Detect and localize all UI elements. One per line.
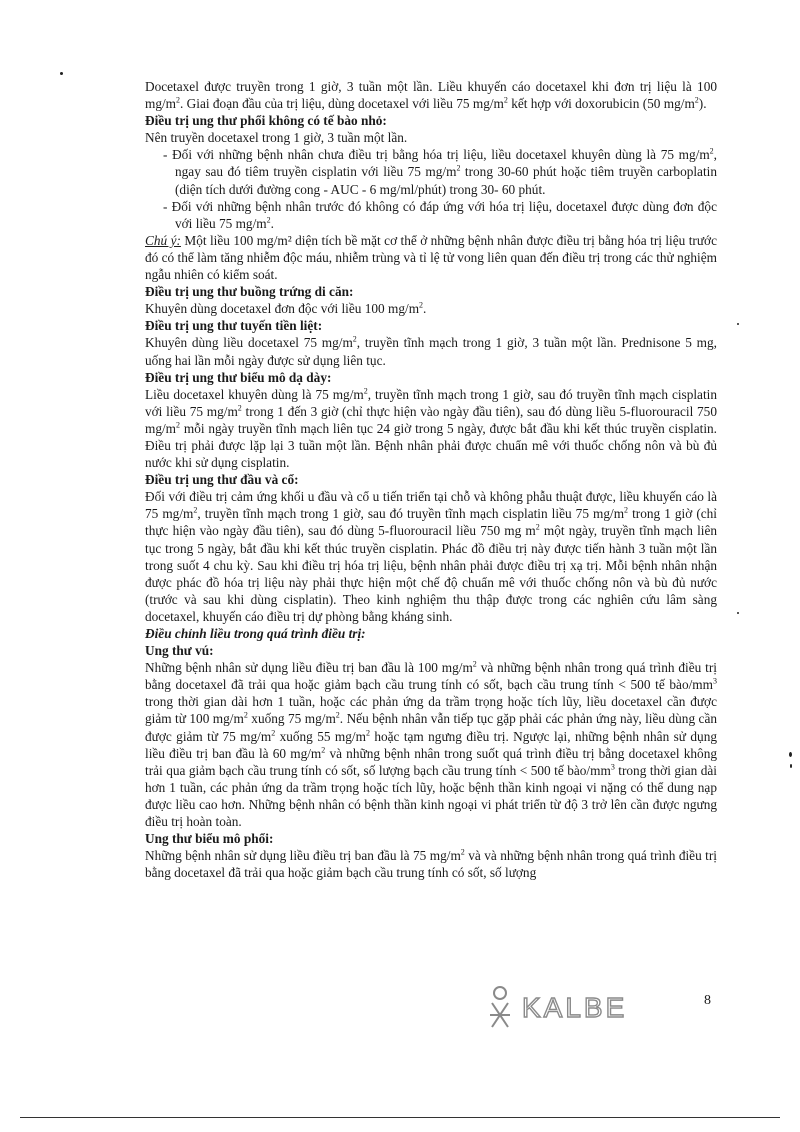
text-run: . <box>423 301 427 317</box>
text-run: ). <box>698 96 707 112</box>
superscript: 2 <box>535 523 540 533</box>
superscript: 2 <box>624 505 629 515</box>
text-run: xuống 75 mg/m <box>247 711 336 727</box>
logo-text: KALBE <box>522 992 628 1023</box>
headneck-heading: Điều trị ung thư đầu và cổ: <box>145 472 299 488</box>
superscript: 2 <box>352 334 357 344</box>
breast-text <box>145 659 717 830</box>
superscript: 3 <box>610 762 615 772</box>
gastric-heading: Điều trị ung thư biểu mô dạ dày: <box>145 369 332 385</box>
text-run: Những bệnh nhân sử dụng liều điều trị ban đầu là 100 mg/m <box>145 660 473 676</box>
text-run: một ngày, truyền tĩnh mạch liên tục trong 5 ngày, bắt đầu khi kết thúc truyền cisplatin. Phác đồ điều trị này được tiến hành 3 tuần một lần trong suốt 4 chu kỳ. Sau khi điều trị hóa trị liệu, bệnh nhân phải được điều trị xạ trị. Mỗi bệnh nhân nhận được phác đồ hóa trị liệu này phải thực hiện một chế độ chuẩn mê với thuốc chống nôn và bù đủ nước (trước và sau khi dùng cisplatin). Theo kinh nghiệm thu thập được trong các nghiên cứu lâm sàng docetaxel, khuyến cáo điều trị dự phòng bằng kháng sinh. <box>145 523 718 624</box>
superscript: 2 <box>321 745 326 755</box>
superscript: 2 <box>237 403 242 413</box>
text-run: , ngay sau đó tiêm truyền cisplatin với liều 75 mg/m <box>175 147 717 180</box>
nsclc-bullet-2 <box>145 198 717 232</box>
superscript: 2 <box>460 847 465 857</box>
scan-speck <box>790 764 792 768</box>
text-run: Đối với điều trị cảm ứng khối u đầu và cổ u tiến triển tại chỗ và không phẫu thuật được, liều khuyến cáo là 75 mg/m <box>145 489 717 522</box>
superscript: 2 <box>419 300 424 310</box>
superscript: 2 <box>363 386 368 396</box>
gastric-text <box>145 386 717 471</box>
note-label: Chú ý: <box>145 232 181 248</box>
superscript: 2 <box>472 659 477 669</box>
text-run: trong 1 đến 3 giờ (chỉ thực hiện vào ngày đầu tiên), sau đó dùng liều 5-fluorouracil 750 mg/m <box>145 403 717 436</box>
note-paragraph <box>145 232 717 283</box>
kalbe-logo <box>486 975 661 1035</box>
ovarian-text <box>145 300 717 317</box>
text-run: trong 1 giờ (chỉ thực hiện vào ngày đầu tiên), sau đó dùng 5-fluorouracil liều 750 mg m <box>145 506 717 539</box>
text-run: và những bệnh nhân trong suốt quá trình điều trị bằng docetaxel không trải qua giảm bạch cầu trung tính có sốt, số lượng bạch cầu trung tính < 500 tế bào/mm <box>145 745 717 778</box>
scan-speck <box>60 72 63 75</box>
text-run: xuống 55 mg/m <box>275 728 366 744</box>
logo-figure-body-icon <box>490 1003 510 1027</box>
text-run: Khuyên dùng docetaxel đơn độc với liều 100 mg/m <box>145 301 420 317</box>
prostate-text <box>145 334 717 368</box>
superscript: 2 <box>365 728 370 738</box>
text-run: Docetaxel được truyền trong 1 giờ, 3 tuần một lần. Liều khuyến cáo docetaxel khi đơn trị liệu là 100 mg/m <box>145 79 717 112</box>
text-run: . Giai đoạn đầu của trị liệu, dùng docetaxel với liều 75 mg/m <box>180 96 504 112</box>
text-run: Những bệnh nhân sử dụng liều điều trị ban đầu là 75 mg/m <box>145 848 461 864</box>
breast-heading: Ung thư vú: <box>145 643 214 659</box>
text-run: Liều docetaxel khuyên dùng là 75 mg/m <box>145 386 364 402</box>
superscript: 2 <box>193 505 198 515</box>
prostate-heading: Điều trị ung thư tuyến tiền liệt: <box>145 318 323 334</box>
nsclc-bullet-1 <box>145 146 717 197</box>
logo-figure-head-icon <box>494 987 506 999</box>
text-run: . <box>270 215 274 231</box>
superscript: 2 <box>709 146 714 156</box>
text-run: và và những bệnh nhân trong quá trình điều trị bằng docetaxel đã trải qua hoặc giảm bạch cầu trung tính có sốt, số lượng <box>145 848 717 881</box>
text-run: , truyền tĩnh mạch trong 1 giờ, 3 tuần một lần. Prednisone 5 mg, uống hai lần mỗi ngày được sử dụng liên tục. <box>145 335 717 368</box>
superscript: 2 <box>266 215 271 225</box>
superscript: 2 <box>335 711 340 721</box>
document-body <box>145 78 717 881</box>
text-run: mỗi ngày truyền tĩnh mạch liên tục 24 giờ trong 5 ngày, được bắt đầu khi kết thúc truyền cisplatin. Điều trị phải được lặp lại 3 tuần một lần. Bệnh nhân phải được chuẩn mê với thuốc chống nôn và bù đủ nước khi sử dụng cisplatin. <box>145 420 717 471</box>
text-run: trong thời gian dài hơn 1 tuần, hoặc các phản ứng da trầm trọng hoặc tích lũy, liều docetaxel cần được giảm từ 100 mg/m <box>145 694 717 727</box>
text-run: kết hợp với doxorubicin (50 mg/m <box>507 96 695 112</box>
text-run: hoặc tạm ngưng điều trị. Ngược lại, những bệnh nhân sử dụng liều điều trị ban đầu là 60 mg/m <box>145 728 717 761</box>
nsclc-line: Nên truyền docetaxel trong 1 giờ, 3 tuần một lần. <box>145 130 408 146</box>
superscript: 2 <box>176 420 181 430</box>
intro-paragraph <box>145 78 717 112</box>
text-run: - Đối với những bệnh nhân chưa điều trị bằng hóa trị liệu, liều docetaxel khuyên dùng là 75 mg/m <box>163 147 710 163</box>
superscript: 2 <box>456 164 461 174</box>
superscript: 2 <box>243 711 248 721</box>
text-run: trong 30-60 phút hoặc tiêm truyền carboplatin (diện tích dưới đường cong - AUC - 6 mg/ml/phút) trong 30- 60 phút. <box>175 164 717 197</box>
page-number: 8 <box>704 993 711 1008</box>
lung-text <box>145 847 717 881</box>
superscript: 2 <box>176 95 181 105</box>
dose-adjust-heading: Điều chỉnh liều trong quá trình điều trị: <box>145 626 366 641</box>
text-run: trong thời gian dài hơn 1 tuần, các phản ứng da trầm trọng hoặc tích lũy, hoặc bệnh thần kinh ngoại vi nặng có thể dung nạp được liều cao hơn. Những bệnh nhân có bệnh thần kinh ngoại vi phát triển từ độ 3 trở lên cần được ngưng điều trị hoàn toàn. <box>145 762 718 830</box>
text-run: và những bệnh nhân trong quá trình điều trị bằng docetaxel đã trải qua hoặc giảm bạch cầu trung tính có sốt, bạch cầu trung tính < 500 tế bào/mm <box>145 660 717 693</box>
text-run: Khuyên dùng liều docetaxel 75 mg/m <box>145 335 353 351</box>
bottom-rule <box>20 1117 780 1118</box>
headneck-text <box>145 488 717 625</box>
note-text: Một liều 100 mg/m² diện tích bề mặt cơ thể ở những bệnh nhân được điều trị bằng hóa trị liệu trước đó có thể làm tăng nhiễm độc máu, nhiễm trùng và tỉ lệ tử vong liên quan đến điều trị trong các thử nghiệm ngẫu nhiên có kiểm soát. <box>145 232 717 283</box>
text-run: - Đối với những bệnh nhân trước đó không có đáp ứng với hóa trị liệu, docetaxel được dùng đơn độc với liều 75 mg/m <box>163 198 717 231</box>
scan-speck <box>737 612 739 614</box>
text-run: , truyền tĩnh mạch trong 1 giờ, sau đó truyền tĩnh mạch cisplatin với liều 75 mg/m <box>145 386 717 419</box>
text-run: . Nếu bệnh nhân vẫn tiếp tục gặp phải các phản ứng này, liều dùng cần được giảm từ 75 mg/m <box>145 711 718 744</box>
scan-speck <box>737 323 739 325</box>
superscript: 2 <box>271 728 276 738</box>
text-run: , truyền tĩnh mạch trong 1 giờ, sau đó truyền tĩnh mạch cisplatin liều 75 mg/m <box>197 506 625 522</box>
superscript: 2 <box>694 95 699 105</box>
nsclc-heading: Điều trị ung thư phổi không có tế bào nhỏ: <box>145 113 387 129</box>
superscript: 3 <box>713 676 717 686</box>
superscript: 2 <box>503 95 508 105</box>
ovarian-heading: Điều trị ung thư buồng trứng di căn: <box>145 284 354 300</box>
lung-heading: Ung thư biểu mô phổi: <box>145 831 274 847</box>
scan-speck <box>789 752 792 757</box>
